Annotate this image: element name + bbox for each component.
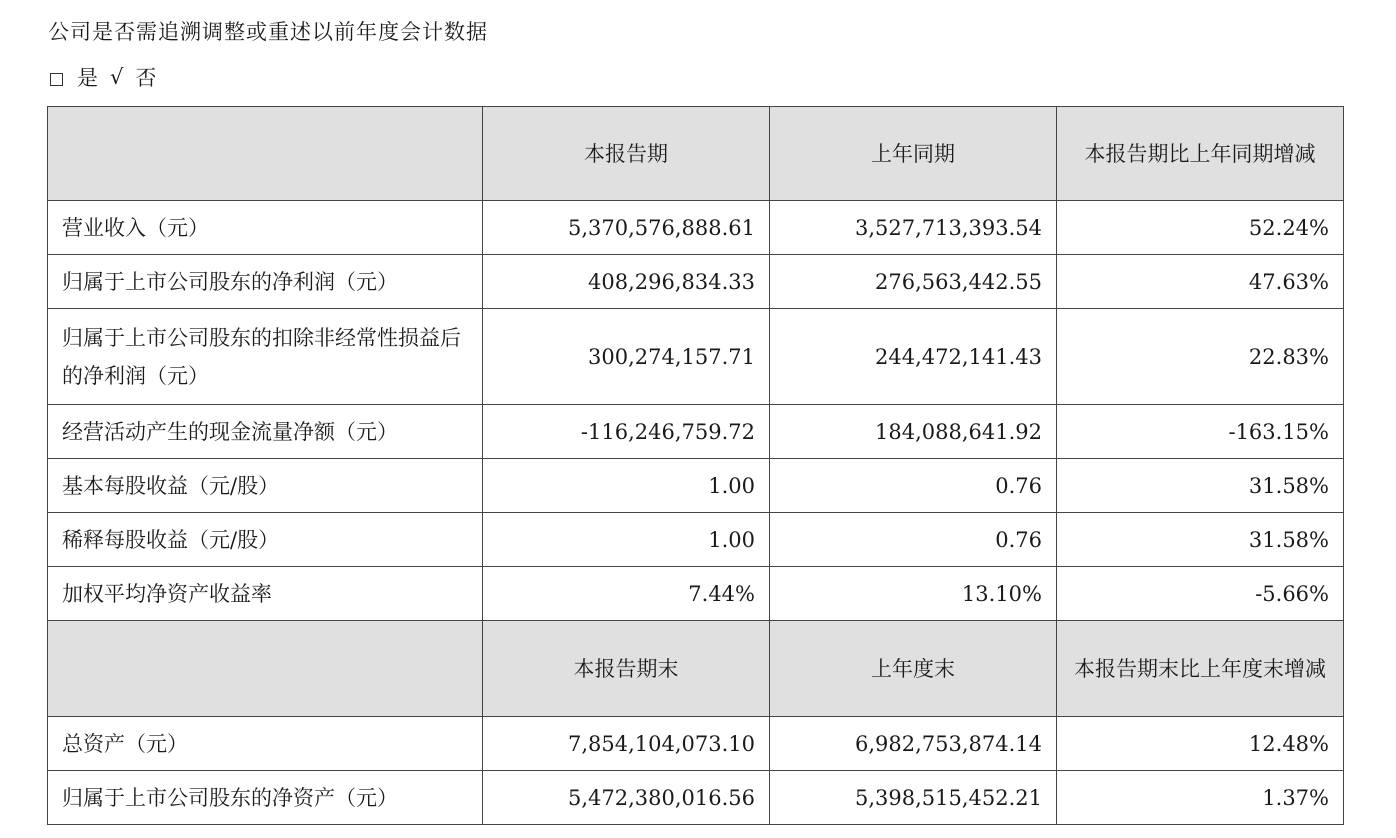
table-row	[48, 405, 1344, 459]
row-current-value: 7,854,104,073.10	[483, 717, 770, 771]
question-text: 公司是否需追溯调整或重述以前年度会计数据	[48, 20, 488, 44]
table-row	[48, 771, 1344, 825]
row-change-value: 31.58%	[1057, 459, 1344, 513]
row-change-value: -163.15%	[1057, 405, 1344, 459]
header-period-end: 本报告期末	[483, 621, 770, 717]
row-prior-value: 6,982,753,874.14	[770, 717, 1057, 771]
table-row	[48, 309, 1344, 405]
row-prior-value: 276,563,442.55	[770, 255, 1057, 309]
row-prior-value: 3,527,713,393.54	[770, 201, 1057, 255]
check-mark-icon: √	[110, 65, 124, 89]
row-prior-value: 13.10%	[770, 567, 1057, 621]
row-label: 归属于上市公司股东的净资产（元）	[48, 771, 483, 825]
row-prior-value: 0.76	[770, 513, 1057, 567]
row-change-value: 47.63%	[1057, 255, 1344, 309]
row-label: 总资产（元）	[48, 717, 483, 771]
row-change-value: 31.58%	[1057, 513, 1344, 567]
row-change-value: -5.66%	[1057, 567, 1344, 621]
row-change-value: 1.37%	[1057, 771, 1344, 825]
row-label: 归属于上市公司股东的扣除非经常性损益后的净利润（元）	[48, 309, 483, 405]
table-header-row	[48, 621, 1344, 717]
row-current-value: 300,274,157.71	[483, 309, 770, 405]
row-current-value: -116,246,759.72	[483, 405, 770, 459]
table-row	[48, 255, 1344, 309]
checkbox-icon	[50, 73, 63, 86]
header-blank-cell	[48, 621, 483, 717]
row-label: 加权平均净资产收益率	[48, 567, 483, 621]
row-current-value: 7.44%	[483, 567, 770, 621]
row-change-value: 12.48%	[1057, 717, 1344, 771]
choice-no-label: 否	[135, 66, 157, 90]
row-label: 经营活动产生的现金流量净额（元）	[48, 405, 483, 459]
row-current-value: 1.00	[483, 513, 770, 567]
row-current-value: 5,370,576,888.61	[483, 201, 770, 255]
header-prior-period: 上年同期	[770, 107, 1057, 201]
row-change-value: 22.83%	[1057, 309, 1344, 405]
row-prior-value: 0.76	[770, 459, 1057, 513]
financial-data-table	[47, 106, 1344, 825]
row-label: 营业收入（元）	[48, 201, 483, 255]
row-prior-value: 244,472,141.43	[770, 309, 1057, 405]
table-row	[48, 513, 1344, 567]
header-current-period: 本报告期	[483, 107, 770, 201]
choice-yes-label: 是	[77, 66, 98, 90]
row-current-value: 5,472,380,016.56	[483, 771, 770, 825]
row-prior-value: 5,398,515,452.21	[770, 771, 1057, 825]
table-row	[48, 459, 1344, 513]
row-label: 基本每股收益（元/股）	[48, 459, 483, 513]
header-change: 本报告期末比上年度末增减	[1057, 621, 1344, 717]
header-prior-year-end: 上年度末	[770, 621, 1057, 717]
row-prior-value: 184,088,641.92	[770, 405, 1057, 459]
row-label: 归属于上市公司股东的净利润（元）	[48, 255, 483, 309]
table-row	[48, 567, 1344, 621]
table-row	[48, 717, 1344, 771]
choice-line	[50, 62, 168, 92]
row-label: 稀释每股收益（元/股）	[48, 513, 483, 567]
row-current-value: 408,296,834.33	[483, 255, 770, 309]
header-blank-cell	[48, 107, 483, 201]
row-change-value: 52.24%	[1057, 201, 1344, 255]
header-change: 本报告期比上年同期增减	[1057, 107, 1344, 201]
table-row	[48, 201, 1344, 255]
table-header-row	[48, 107, 1344, 201]
row-current-value: 1.00	[483, 459, 770, 513]
